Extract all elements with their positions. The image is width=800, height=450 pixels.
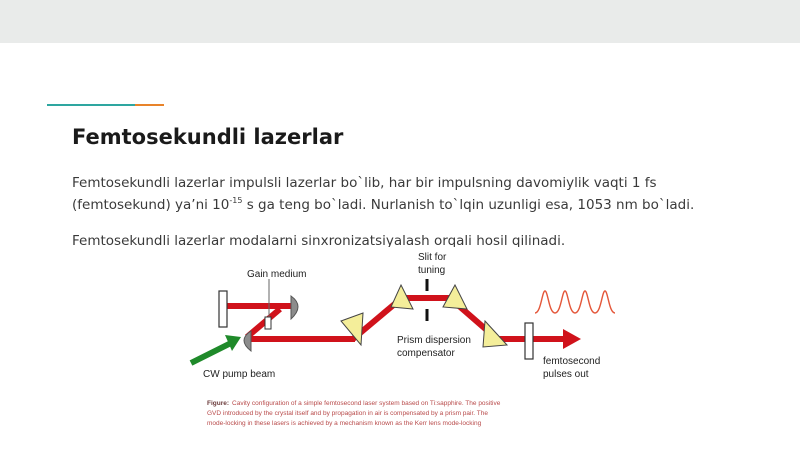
- curved-mirror-upper: [291, 296, 298, 319]
- label-gain-medium: Gain medium: [247, 269, 307, 280]
- title-accent-line: [47, 104, 164, 106]
- laser-cavity-svg: [185, 247, 630, 437]
- exponent: -15: [229, 196, 243, 205]
- label-pump-beam: CW pump beam: [203, 369, 276, 380]
- caption-line-3: mode-locking in these lasers is achieved by a mechanism known as the Kerr lens mode-locking: [207, 420, 482, 427]
- gain-medium-crystal: [265, 317, 271, 329]
- caption-label: Figure:: [207, 400, 230, 407]
- pulse-train: [535, 291, 615, 313]
- output-coupler: [525, 323, 533, 359]
- beam-lower: [247, 336, 355, 342]
- caption-line-1: Cavity configuration of a simple femtosecond laser system based on Ti:sapphire. The positive: [232, 400, 501, 407]
- beam-upper: [225, 303, 295, 309]
- accent-teal-segment: [47, 104, 135, 106]
- prism-4: [483, 321, 507, 347]
- end-mirror: [219, 291, 227, 327]
- curved-mirror-lower: [244, 331, 251, 351]
- label-slit-line2: tuning: [418, 265, 446, 276]
- figure-caption: [207, 400, 501, 427]
- label-output-line2: pulses out: [543, 369, 589, 380]
- pump-beam-line: [191, 343, 231, 363]
- top-band: [0, 0, 800, 43]
- accent-orange-segment: [135, 104, 164, 106]
- beam-fold: [247, 309, 280, 337]
- caption-first-line: [207, 400, 501, 407]
- label-prism-line2: compensator: [397, 348, 455, 359]
- label-prism-line1: Prism dispersion: [397, 335, 471, 346]
- paragraph-definition-text: Femtosekundli lazerlar impulsli lazerlar bo`lib, har bir impulsning davomiylik vaqti 1 fs (femtosekund) ya’ni 10: [72, 175, 657, 213]
- paragraph-definition-text-end: s ga teng bo`ladi. Nurlanish to`lqin uzunligi esa, 1053 nm bo`ladi.: [242, 197, 695, 213]
- laser-cavity-diagram: [185, 247, 630, 437]
- label-slit-line1: Slit for: [418, 252, 447, 263]
- slide-title: Femtosekundli lazerlar: [72, 125, 344, 149]
- paragraph-definition: [72, 172, 732, 216]
- paragraph-mode-locking: Femtosekundli lazerlar modalarni sinxronizatsiyalash orqali hosil qilinadi.: [72, 233, 566, 247]
- output-arrowhead: [563, 329, 581, 349]
- label-output-line1: femtosecond: [543, 356, 601, 367]
- caption-line-2: GVD introduced by the crystal itself and by propagation in air is compensated by a prism pair. The: [207, 410, 488, 417]
- pump-beam-arrow: [191, 335, 241, 363]
